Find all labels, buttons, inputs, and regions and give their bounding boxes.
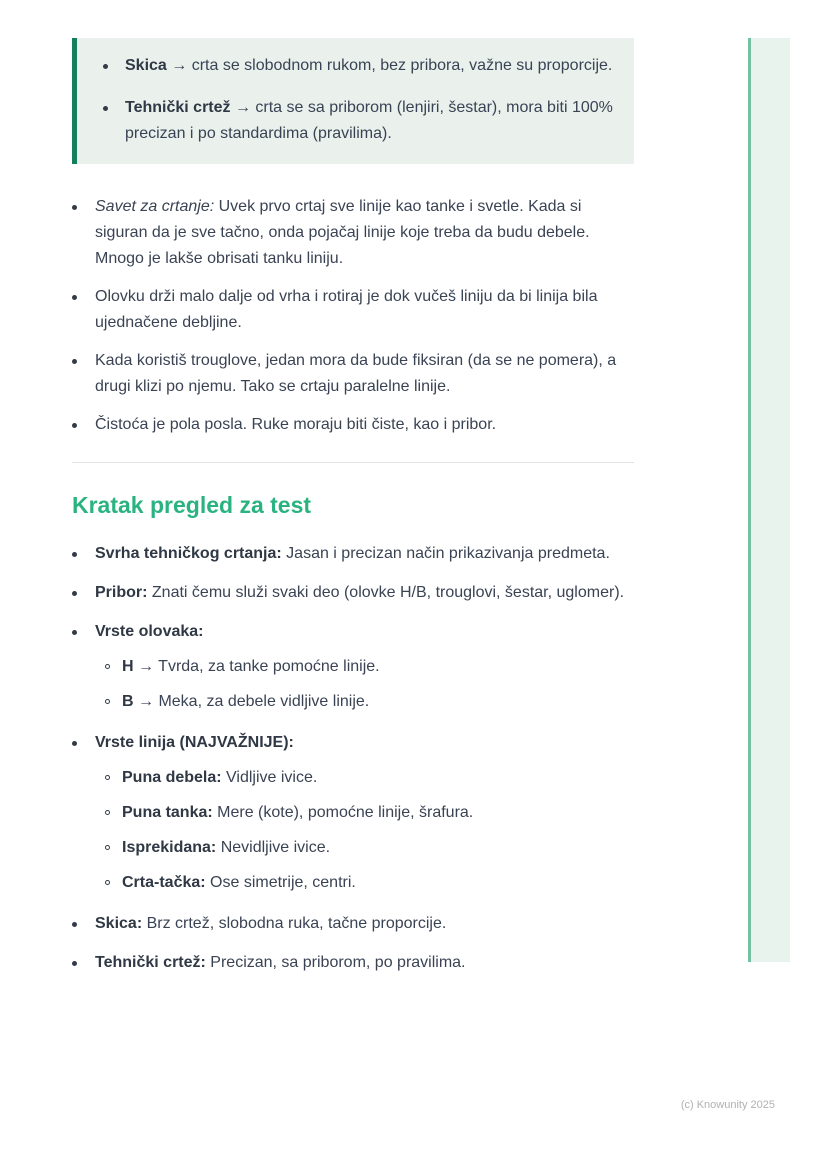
list-item-text: Tehnički crtež: Precizan, sa priborom, po pravilima.	[95, 954, 466, 971]
list-item-text: Svrha tehničkog crtanja: Jasan i precizan način prikazivanja predmeta.	[95, 545, 610, 562]
list-item-text: Pribor: Znati čemu služi svaki deo (olovke H/B, trouglovi, šestar, uglomer).	[95, 584, 625, 601]
list-item	[72, 730, 634, 756]
callout-list	[103, 53, 614, 147]
bullet-icon	[72, 961, 77, 966]
bullet-icon	[72, 423, 77, 428]
sub-list	[105, 654, 634, 715]
term-label: Tehnički crtež	[125, 99, 231, 116]
circle-bullet-icon	[105, 775, 110, 780]
term-label: Puna debela:	[122, 769, 222, 786]
term-label: H	[122, 658, 134, 675]
list-item	[105, 800, 634, 826]
circle-bullet-icon	[105, 845, 110, 850]
footer-credit: (c) Knowunity 2025	[680, 1099, 775, 1111]
list-item-group	[72, 730, 634, 896]
sub-list	[105, 765, 634, 896]
document-content	[72, 38, 634, 976]
bullet-icon	[72, 922, 77, 927]
list-item-text	[95, 619, 204, 645]
list-item-text: Crta-tačka: Ose simetrije, centri.	[122, 874, 356, 891]
term-label: Tehnički crtež:	[95, 954, 206, 971]
list-item	[72, 348, 634, 400]
bullet-icon	[103, 64, 108, 69]
list-item	[72, 619, 634, 645]
term-label: Vrste olovaka:	[95, 623, 204, 640]
bullet-icon	[103, 106, 108, 111]
list-item-text: Olovku drži malo dalje od vrha i rotiraj je dok vučeš liniju da bi linija bila ujednačene debljine.	[95, 288, 598, 331]
list-item-text: Puna tanka: Mere (kote), pomoćne linije, šrafura.	[122, 804, 474, 821]
tip-label: Savet za crtanje:	[95, 198, 215, 215]
list-item	[72, 194, 634, 272]
list-item	[72, 950, 634, 976]
list-item	[72, 284, 634, 336]
circle-bullet-icon	[105, 880, 110, 885]
circle-bullet-icon	[105, 810, 110, 815]
right-margin-strip	[748, 38, 790, 962]
list-item-text: Skica: Brz crtež, slobodna ruka, tačne proporcije.	[95, 915, 447, 932]
bullet-icon	[72, 630, 77, 635]
term-label: Vrste linija (NAJVAŽNIJE):	[95, 734, 294, 751]
bullet-icon	[72, 205, 77, 210]
bullet-icon	[72, 295, 77, 300]
list-item	[105, 870, 634, 896]
summary-list	[72, 541, 634, 976]
callout-box	[72, 38, 634, 164]
list-item-text: Tehnički crtež → crta se sa priborom (lenjiri, šestar), mora biti 100% precizan i po standardima (pravilima).	[125, 99, 613, 142]
term-label: Puna tanka:	[122, 804, 213, 821]
circle-bullet-icon	[105, 664, 110, 669]
bullet-icon	[72, 359, 77, 364]
bullet-icon	[72, 552, 77, 557]
term-label: Isprekidana:	[122, 839, 217, 856]
list-item-text: Čistoća je pola posla. Ruke moraju biti čiste, kao i pribor.	[95, 416, 497, 433]
list-item	[72, 580, 634, 606]
section-heading: Kratak pregled za test	[72, 492, 312, 518]
list-item	[105, 835, 634, 861]
circle-bullet-icon	[105, 699, 110, 704]
list-item-group	[72, 619, 634, 715]
list-item	[105, 689, 634, 715]
list-item-text: Kada koristiš trouglove, jedan mora da bude fiksiran (da se ne pomera), a drugi klizi po njemu. Tako se crtaju paralelne linije.	[95, 352, 617, 395]
list-item	[103, 53, 614, 79]
term-label: Svrha tehničkog crtanja:	[95, 545, 282, 562]
term-label: B	[122, 693, 134, 710]
list-item	[72, 911, 634, 937]
list-item	[72, 541, 634, 567]
term-label: Crta-tačka:	[122, 874, 206, 891]
term-label: Skica:	[95, 915, 143, 932]
list-item	[72, 412, 634, 438]
term-label: Pribor:	[95, 584, 148, 601]
bullet-icon	[72, 741, 77, 746]
list-item-text: Isprekidana: Nevidljive ivice.	[122, 839, 331, 856]
section-divider	[72, 462, 634, 463]
tips-list	[72, 194, 634, 438]
list-item-text: Puna debela: Vidljive ivice.	[122, 769, 318, 786]
list-item-text: H → Tvrda, za tanke pomoćne linije.	[122, 658, 380, 675]
term-label: Skica	[125, 57, 167, 74]
list-item-text: B → Meka, za debele vidljive linije.	[122, 693, 370, 710]
list-item	[105, 654, 634, 680]
bullet-icon	[72, 591, 77, 596]
list-item-text	[95, 730, 294, 756]
list-item-text: Savet za crtanje: Uvek prvo crtaj sve linije kao tanke i svetle. Kada si siguran da je sve tačno, onda pojačaj linije koje treba da budu debele. Mnogo je lakše obrisati tanku liniju.	[95, 198, 590, 267]
list-item-text: Skica → crta se slobodnom rukom, bez pribora, važne su proporcije.	[125, 57, 613, 74]
list-item	[105, 765, 634, 791]
list-item	[103, 95, 614, 147]
